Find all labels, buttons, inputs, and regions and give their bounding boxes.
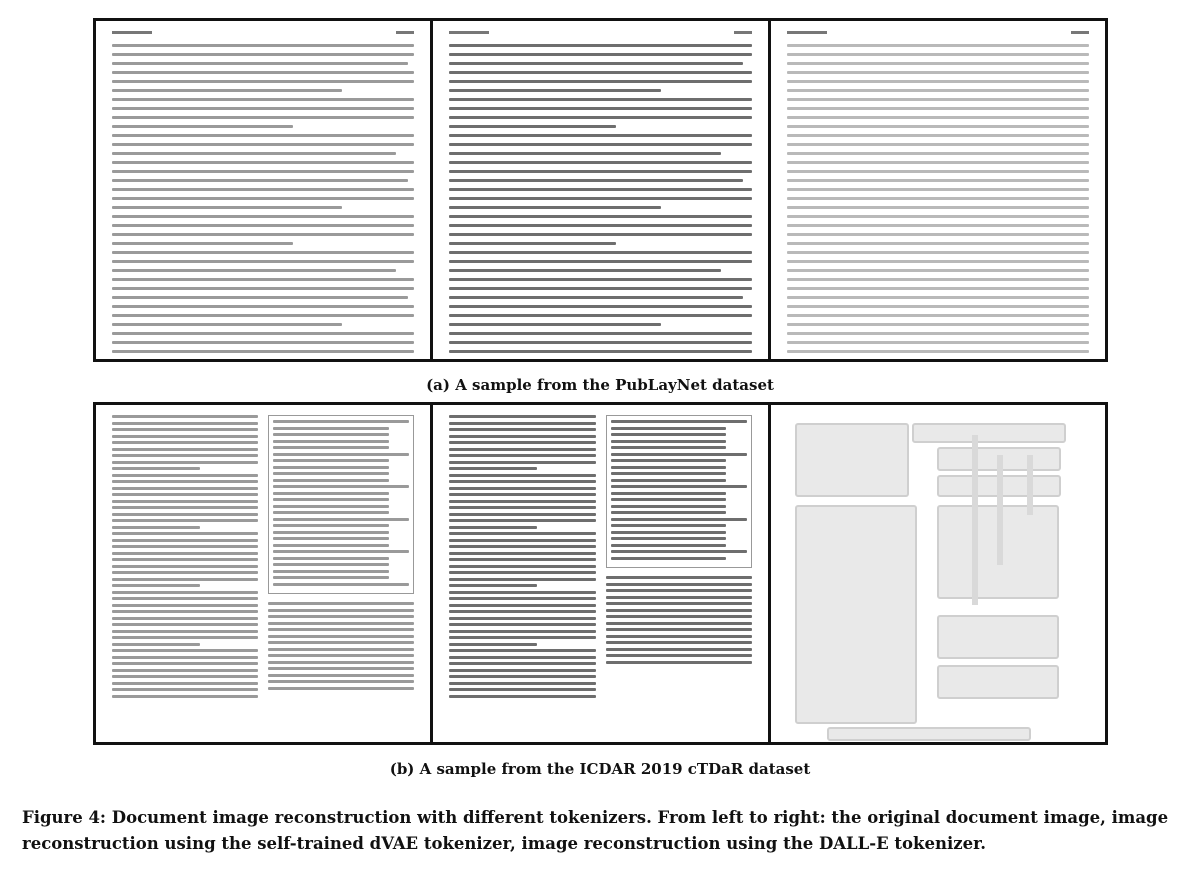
text-line: [112, 610, 258, 613]
text-line: [112, 636, 258, 639]
text-line: [449, 71, 751, 74]
text-line: [112, 98, 414, 101]
table-region: [268, 415, 414, 594]
table-row-line: [611, 472, 727, 475]
blurred-block: [912, 423, 1066, 443]
table-row-line: [273, 485, 409, 488]
text-line: [112, 152, 396, 155]
text-line: [449, 260, 751, 263]
table-row-line: [611, 453, 747, 456]
text-line: [112, 584, 200, 587]
text-line: [449, 134, 751, 137]
text-line: [449, 125, 615, 128]
text-line: [449, 539, 595, 542]
table-row-line: [611, 531, 727, 534]
text-line: [449, 206, 661, 209]
blurred-column-bar: [1027, 455, 1033, 515]
text-line: [449, 448, 595, 451]
two-column-layout: [449, 415, 751, 732]
text-line: [787, 125, 1089, 128]
text-line: [449, 314, 751, 317]
text-line: [449, 89, 661, 92]
text-line: [449, 278, 751, 281]
text-line: [449, 296, 742, 299]
table-row-line: [611, 440, 727, 443]
text-line: [449, 604, 595, 607]
text-line: [112, 107, 414, 110]
table-row-line: [611, 511, 727, 514]
text-line: [112, 350, 414, 353]
text-line: [787, 260, 1089, 263]
text-line: [787, 107, 1089, 110]
ctdar-dvae-reconstruction: [430, 405, 767, 742]
text-line: [112, 617, 258, 620]
text-line: [112, 62, 408, 65]
text-line: [449, 251, 751, 254]
text-line: [787, 287, 1089, 290]
text-line: [449, 500, 595, 503]
text-line: [112, 532, 258, 535]
publaynet-original-image: [96, 21, 430, 359]
text-line: [112, 513, 258, 516]
table-row-line: [273, 524, 389, 527]
text-line: [449, 669, 595, 672]
table-row-line: [611, 550, 747, 553]
blurred-column-bar: [997, 455, 1003, 565]
table-row-line: [273, 433, 389, 436]
text-line: [449, 480, 595, 483]
text-line: [606, 589, 752, 592]
text-line: [449, 565, 595, 568]
text-line: [268, 654, 414, 657]
text-line: [449, 630, 595, 633]
text-line: [112, 314, 414, 317]
blurred-block: [937, 615, 1059, 659]
table-row-line: [273, 440, 389, 443]
text-line: [787, 143, 1089, 146]
text-line: [606, 615, 752, 618]
table-row-line: [611, 537, 727, 540]
table-region: [606, 415, 752, 568]
table-row-line: [273, 570, 389, 573]
text-line: [449, 643, 537, 646]
text-line: [449, 197, 751, 200]
text-line: [112, 604, 258, 607]
text-line: [449, 695, 595, 698]
text-line: [449, 80, 751, 83]
text-line: [449, 662, 595, 665]
table-row-line: [273, 420, 409, 423]
table-row-line: [273, 518, 409, 521]
text-line: [787, 350, 1089, 353]
text-line: [112, 649, 258, 652]
text-line: [449, 98, 751, 101]
text-line: [112, 695, 258, 698]
text-line: [449, 487, 595, 490]
blurred-block: [795, 423, 909, 497]
table-row-line: [273, 537, 389, 540]
text-line: [112, 53, 414, 56]
table-row-line: [611, 492, 727, 495]
text-line: [268, 609, 414, 612]
text-line: [112, 539, 258, 542]
text-line: [112, 71, 414, 74]
blurred-column-bar: [972, 435, 978, 605]
text-line: [112, 89, 342, 92]
text-line: [112, 125, 293, 128]
table-row-line: [273, 550, 409, 553]
text-line: [787, 44, 1089, 47]
text-line: [449, 461, 595, 464]
text-line: [112, 545, 258, 548]
text-line: [112, 461, 258, 464]
text-line: [449, 428, 595, 431]
text-line: [449, 242, 615, 245]
text-line: [449, 454, 595, 457]
text-line: [112, 454, 258, 457]
text-line: [449, 152, 721, 155]
page-header-line: [449, 31, 751, 34]
text-line: [112, 474, 258, 477]
table-row-line: [273, 505, 389, 508]
text-line: [112, 278, 414, 281]
text-line: [787, 242, 1089, 245]
ctdar-dalle-reconstruction: [768, 405, 1105, 742]
text-line: [112, 643, 200, 646]
text-line: [112, 116, 414, 119]
ctdar-sample-row: [93, 402, 1108, 745]
publaynet-dalle-reconstruction: [768, 21, 1105, 359]
text-line: [112, 143, 414, 146]
text-line: [449, 116, 751, 119]
text-line: [268, 648, 414, 651]
text-line: [268, 661, 414, 664]
table-row-line: [273, 446, 389, 449]
text-line: [449, 617, 595, 620]
text-line: [112, 467, 200, 470]
text-line: [268, 615, 414, 618]
blurred-block: [795, 505, 917, 724]
text-line: [449, 675, 595, 678]
text-line: [787, 80, 1089, 83]
figure-caption: Figure 4: Document image reconstruction with different tokenizers. From left to right: the original document image, image reconstruction using the self-trained dVAE tokenizer, image reconstruction using the DALL-E tokenizer.: [22, 808, 1169, 853]
text-line: [449, 467, 537, 470]
text-line: [268, 674, 414, 677]
publaynet-caption: (a) A sample from the PubLayNet dataset: [426, 376, 774, 394]
text-line: [112, 287, 414, 290]
table-row-line: [611, 498, 727, 501]
table-row-line: [273, 453, 409, 456]
text-line: [449, 435, 595, 438]
text-line: [787, 341, 1089, 344]
text-line: [606, 641, 752, 644]
text-line: [112, 688, 258, 691]
text-line: [449, 224, 751, 227]
table-row-line: [273, 427, 389, 430]
text-line: [449, 233, 751, 236]
text-line: [112, 206, 342, 209]
table-row-line: [273, 544, 389, 547]
text-line: [787, 170, 1089, 173]
text-line: [449, 269, 721, 272]
text-line: [112, 305, 414, 308]
text-line: [112, 487, 258, 490]
text-line: [606, 622, 752, 625]
text-line: [449, 215, 751, 218]
text-line: [112, 323, 342, 326]
text-line: [787, 215, 1089, 218]
text-line: [787, 224, 1089, 227]
table-row-line: [611, 485, 747, 488]
text-line: [787, 296, 1089, 299]
text-line: [112, 341, 414, 344]
text-line: [787, 116, 1089, 119]
publaynet-sample-row: [93, 18, 1108, 362]
text-line: [787, 314, 1089, 317]
text-line: [449, 350, 751, 353]
page-header-line: [112, 31, 414, 34]
table-row-line: [273, 583, 409, 586]
text-line: [449, 143, 751, 146]
text-line: [112, 493, 258, 496]
text-line: [112, 500, 258, 503]
text-line: [449, 610, 595, 613]
table-row-line: [273, 466, 389, 469]
table-row-line: [611, 505, 727, 508]
text-line: [449, 188, 751, 191]
text-line: [112, 435, 258, 438]
page-header-line: [787, 31, 1089, 34]
text-line: [112, 578, 258, 581]
text-line: [787, 179, 1089, 182]
text-line: [449, 415, 595, 418]
text-line: [449, 636, 595, 639]
text-line: [112, 296, 408, 299]
table-row-line: [273, 576, 389, 579]
table-row-line: [273, 459, 389, 462]
text-line: [112, 558, 258, 561]
text-line: [112, 215, 414, 218]
text-line: [449, 62, 742, 65]
text-line: [449, 422, 595, 425]
text-line: [449, 161, 751, 164]
text-line: [112, 630, 258, 633]
text-line: [112, 242, 293, 245]
text-line: [449, 441, 595, 444]
text-line: [787, 188, 1089, 191]
text-line: [449, 578, 595, 581]
text-line: [112, 415, 258, 418]
text-line: [449, 649, 595, 652]
text-line: [449, 323, 661, 326]
text-line: [449, 506, 595, 509]
table-row-line: [611, 459, 727, 462]
text-line: [606, 583, 752, 586]
text-line: [787, 305, 1089, 308]
text-line: [268, 667, 414, 670]
text-line: [449, 474, 595, 477]
text-line: [112, 179, 408, 182]
text-line: [449, 493, 595, 496]
text-line: [787, 206, 1089, 209]
text-line: [112, 197, 414, 200]
text-line: [449, 287, 751, 290]
text-line: [112, 260, 414, 263]
text-line: [787, 323, 1089, 326]
text-line: [449, 545, 595, 548]
text-line: [449, 305, 751, 308]
text-line: [112, 224, 414, 227]
text-line: [787, 269, 1089, 272]
table-row-line: [611, 524, 727, 527]
text-line: [449, 688, 595, 691]
text-line: [449, 53, 751, 56]
text-line: [112, 656, 258, 659]
text-line: [449, 591, 595, 594]
publaynet-dvae-reconstruction: [430, 21, 767, 359]
text-line: [112, 519, 258, 522]
ctdar-original-image: [96, 405, 430, 742]
text-line: [268, 602, 414, 605]
table-row-line: [611, 427, 727, 430]
table-row-line: [611, 544, 727, 547]
blurred-block: [827, 727, 1031, 741]
text-line: [268, 622, 414, 625]
text-line: [606, 609, 752, 612]
text-line: [787, 251, 1089, 254]
text-line: [112, 134, 414, 137]
text-line: [449, 107, 751, 110]
table-row-line: [611, 433, 727, 436]
text-line: [112, 662, 258, 665]
text-line: [112, 526, 200, 529]
text-line: [449, 332, 751, 335]
text-line: [606, 661, 752, 664]
text-line: [112, 233, 414, 236]
text-line: [268, 628, 414, 631]
text-line: [112, 269, 396, 272]
text-line: [606, 648, 752, 651]
text-line: [449, 44, 751, 47]
text-line: [606, 654, 752, 657]
text-line: [112, 80, 414, 83]
text-line: [449, 170, 751, 173]
text-line: [112, 161, 414, 164]
text-line: [787, 89, 1089, 92]
text-line: [112, 188, 414, 191]
text-line: [112, 480, 258, 483]
text-line: [449, 179, 742, 182]
table-row-line: [611, 420, 747, 423]
text-line: [449, 597, 595, 600]
two-column-layout: [112, 415, 414, 732]
text-line: [112, 44, 414, 47]
text-line: [787, 278, 1089, 281]
text-line: [112, 332, 414, 335]
table-row-line: [273, 479, 389, 482]
ctdar-caption: (b) A sample from the ICDAR 2019 cTDaR dataset: [389, 760, 811, 778]
text-line: [787, 71, 1089, 74]
text-line: [449, 341, 751, 344]
table-row-line: [273, 557, 389, 560]
text-line: [606, 576, 752, 579]
text-line: [787, 332, 1089, 335]
text-line: [449, 552, 595, 555]
text-line: [268, 641, 414, 644]
text-line: [112, 506, 258, 509]
table-row-line: [273, 563, 389, 566]
text-line: [112, 597, 258, 600]
table-row-line: [611, 518, 747, 521]
text-line: [787, 197, 1089, 200]
text-line: [449, 584, 537, 587]
text-line: [112, 682, 258, 685]
text-line: [449, 571, 595, 574]
text-line: [449, 526, 537, 529]
table-row-line: [273, 511, 389, 514]
table-row-line: [611, 446, 727, 449]
text-line: [449, 682, 595, 685]
text-line: [606, 596, 752, 599]
text-line: [787, 233, 1089, 236]
text-line: [787, 152, 1089, 155]
text-line: [112, 571, 258, 574]
text-line: [112, 422, 258, 425]
text-line: [449, 519, 595, 522]
text-line: [112, 565, 258, 568]
text-line: [112, 552, 258, 555]
table-row-line: [273, 498, 389, 501]
text-line: [112, 675, 258, 678]
text-line: [112, 251, 414, 254]
text-line: [606, 635, 752, 638]
text-line: [449, 513, 595, 516]
text-line: [112, 623, 258, 626]
text-line: [787, 134, 1089, 137]
table-row-line: [611, 479, 727, 482]
blurred-block: [937, 665, 1059, 699]
table-row-line: [273, 531, 389, 534]
text-line: [112, 448, 258, 451]
text-line: [268, 680, 414, 683]
text-line: [112, 170, 414, 173]
text-line: [449, 558, 595, 561]
text-line: [606, 602, 752, 605]
table-row-line: [611, 557, 727, 560]
text-line: [787, 161, 1089, 164]
text-line: [449, 656, 595, 659]
text-line: [449, 623, 595, 626]
text-line: [112, 441, 258, 444]
table-row-line: [273, 492, 389, 495]
text-line: [787, 53, 1089, 56]
text-line: [268, 635, 414, 638]
text-line: [606, 628, 752, 631]
text-line: [112, 428, 258, 431]
text-line: [112, 669, 258, 672]
text-line: [787, 62, 1089, 65]
text-line: [268, 687, 414, 690]
text-line: [787, 98, 1089, 101]
table-row-line: [273, 472, 389, 475]
text-line: [449, 532, 595, 535]
table-row-line: [611, 466, 727, 469]
text-line: [112, 591, 258, 594]
